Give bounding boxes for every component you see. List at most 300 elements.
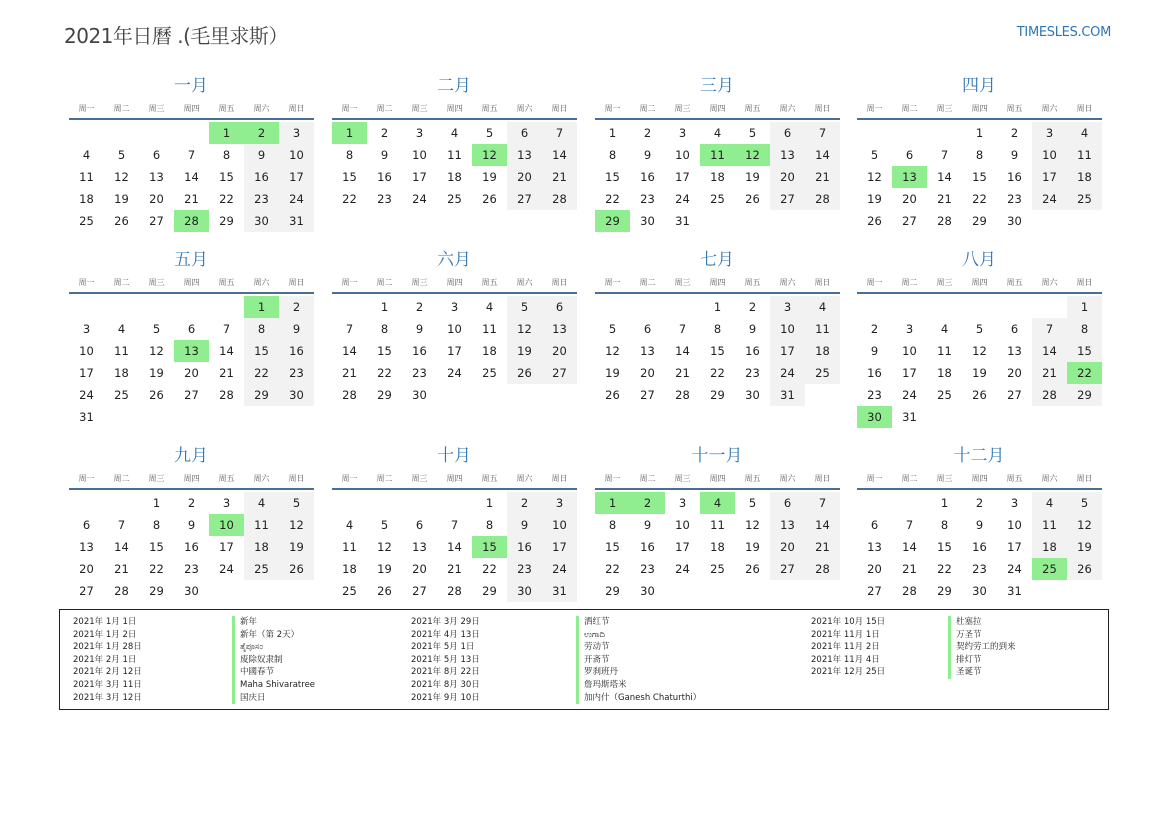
weekday-label: 周一 [78, 277, 95, 287]
day-cell: 11 [342, 540, 357, 554]
month-calendar [594, 248, 840, 406]
day-cell: 23 [412, 366, 427, 380]
weekday-label: 周六 [1041, 473, 1058, 483]
day-cell: 10 [447, 322, 462, 336]
day-cell: 29 [482, 584, 497, 598]
day-cell: 12 [867, 170, 882, 184]
day-cell: 31 [279, 210, 314, 232]
empty-cell [962, 296, 997, 318]
empty-cell [69, 296, 104, 318]
day-cell: 23 [745, 366, 760, 380]
weekday-label: 周六 [779, 277, 796, 287]
holiday-name: 新年 [232, 616, 315, 629]
holiday-names-col-2 [576, 616, 701, 704]
weekday-label: 周六 [516, 473, 533, 483]
holiday-date: 2021年 2月 12日 [73, 667, 142, 678]
day-cell: 17 [770, 340, 805, 362]
day-grid [69, 492, 314, 602]
day-cell: 11 [244, 514, 279, 536]
weekday-label: 周一 [78, 473, 95, 483]
day-cell: 20 [770, 166, 805, 188]
day-cell: 13 [640, 344, 655, 358]
day-cell: 8 [713, 322, 722, 336]
weekday-label: 周四 [446, 473, 463, 483]
day-cell: 12 [745, 518, 760, 532]
day-cell: 21 [542, 166, 577, 188]
day-cell: 15 [149, 540, 164, 554]
weekday-header [595, 468, 840, 490]
day-cell: 31 [770, 384, 805, 406]
day-grid [332, 122, 577, 210]
day-cell: 10 [79, 344, 94, 358]
day-cell: 6 [643, 322, 652, 336]
weekday-label: 周三 [411, 103, 428, 113]
day-cell: 20 [867, 562, 882, 576]
day-cell: 16 [412, 344, 427, 358]
day-cell: 24 [1007, 562, 1022, 576]
weekday-label: 周一 [341, 103, 358, 113]
day-cell: 15 [219, 170, 234, 184]
day-cell: 15 [1067, 340, 1102, 362]
weekday-header [857, 468, 1102, 490]
day-cell: 9 [748, 322, 757, 336]
holiday-day: 1 [209, 122, 244, 144]
day-cell: 27 [902, 214, 917, 228]
holiday-date: 2021年 11月 1日 [811, 629, 880, 640]
day-cell: 13 [412, 540, 427, 554]
weekday-label: 周三 [148, 277, 165, 287]
day-cell: 8 [485, 518, 494, 532]
month-calendar [594, 444, 840, 602]
holiday-names-col-3 [948, 616, 1016, 679]
weekday-label: 周四 [971, 473, 988, 483]
day-cell: 15 [937, 540, 952, 554]
weekday-label: 周五 [481, 473, 498, 483]
day-cell: 14 [902, 540, 917, 554]
day-cell: 8 [608, 148, 617, 162]
day-cell: 3 [678, 126, 687, 140]
month-calendar [331, 444, 577, 602]
month-calendar [68, 444, 314, 602]
holiday-date: 2021年 1月 1日 [73, 617, 137, 627]
empty-cell [104, 492, 139, 514]
day-cell: 18 [482, 344, 497, 358]
day-cell: 11 [482, 322, 497, 336]
weekday-label: 周五 [1006, 473, 1023, 483]
weekday-label: 周日 [551, 277, 568, 287]
weekday-label: 周二 [376, 103, 393, 113]
day-cell: 31 [675, 214, 690, 228]
day-cell: 4 [244, 492, 279, 514]
day-cell: 25 [805, 362, 840, 384]
empty-cell [857, 296, 892, 318]
weekday-header [332, 272, 577, 294]
weekday-label: 周三 [936, 103, 953, 113]
day-cell: 13 [770, 514, 805, 536]
day-grid [857, 122, 1102, 232]
day-cell: 28 [447, 584, 462, 598]
day-cell: 2 [415, 300, 424, 314]
day-cell: 4 [1032, 492, 1067, 514]
weekday-label: 周二 [639, 473, 656, 483]
day-cell: 25 [114, 388, 129, 402]
day-cell: 6 [82, 518, 91, 532]
day-cell: 27 [412, 584, 427, 598]
day-cell: 10 [675, 518, 690, 532]
day-cell: 18 [805, 340, 840, 362]
day-cell: 7 [345, 322, 354, 336]
empty-cell [630, 296, 665, 318]
day-cell: 14 [184, 170, 199, 184]
brand-link[interactable]: TIMESLES.COM [1016, 25, 1111, 40]
day-cell: 24 [219, 562, 234, 576]
day-cell: 12 [114, 170, 129, 184]
day-cell: 16 [745, 344, 760, 358]
holiday-date: 2021年 8月 30日 [411, 679, 480, 690]
day-cell: 1 [1067, 296, 1102, 318]
day-cell: 10 [1032, 144, 1067, 166]
day-cell: 31 [1007, 584, 1022, 598]
day-cell: 26 [279, 558, 314, 580]
day-cell: 9 [870, 344, 879, 358]
day-cell: 22 [605, 562, 620, 576]
day-cell: 3 [1032, 122, 1067, 144]
day-cell: 18 [79, 192, 94, 206]
day-cell: 7 [905, 518, 914, 532]
day-cell: 27 [79, 584, 94, 598]
empty-cell [332, 296, 367, 318]
day-cell: 3 [770, 296, 805, 318]
day-cell: 18 [1067, 166, 1102, 188]
weekday-label: 周六 [253, 103, 270, 113]
holiday-day: 11 [700, 144, 735, 166]
day-cell: 10 [902, 344, 917, 358]
month-name: 七月 [700, 250, 734, 270]
day-cell: 23 [279, 362, 314, 384]
day-cell: 29 [1067, 384, 1102, 406]
day-cell: 9 [1010, 148, 1019, 162]
month-calendar [856, 444, 1102, 602]
day-cell: 7 [222, 322, 231, 336]
holiday-name: Maha Shivaratree [232, 679, 315, 692]
day-cell: 9 [244, 144, 279, 166]
day-cell: 2 [1010, 126, 1019, 140]
day-grid [857, 296, 1102, 428]
day-cell: 26 [1067, 558, 1102, 580]
weekday-label: 周三 [411, 473, 428, 483]
weekday-label: 周六 [516, 103, 533, 113]
day-cell: 20 [412, 562, 427, 576]
day-cell: 27 [770, 188, 805, 210]
day-cell: 22 [972, 192, 987, 206]
day-cell: 8 [1067, 318, 1102, 340]
day-cell: 23 [972, 562, 987, 576]
day-cell: 7 [450, 518, 459, 532]
day-cell: 17 [279, 166, 314, 188]
day-cell: 3 [542, 492, 577, 514]
day-cell: 25 [937, 388, 952, 402]
empty-cell [892, 296, 927, 318]
day-cell: 25 [342, 584, 357, 598]
day-cell: 19 [114, 192, 129, 206]
day-cell: 29 [219, 214, 234, 228]
weekday-label: 周三 [936, 473, 953, 483]
holiday-day: 12 [735, 144, 770, 166]
weekday-header [857, 98, 1102, 120]
weekday-label: 周六 [779, 103, 796, 113]
holiday-name: 洒红节 [576, 616, 701, 629]
day-grid [595, 492, 840, 602]
day-cell: 26 [867, 214, 882, 228]
day-cell: 24 [542, 558, 577, 580]
day-cell: 30 [640, 584, 655, 598]
day-cell: 20 [1007, 366, 1022, 380]
day-cell: 13 [542, 318, 577, 340]
month-name: 十二月 [953, 446, 1005, 466]
weekday-label: 周一 [604, 473, 621, 483]
day-cell: 19 [482, 170, 497, 184]
day-cell: 14 [805, 514, 840, 536]
day-cell: 21 [937, 192, 952, 206]
day-cell: 22 [482, 562, 497, 576]
holiday-name: 排灯节 [948, 654, 1016, 667]
day-cell: 4 [450, 126, 459, 140]
day-cell: 18 [342, 562, 357, 576]
day-cell: 13 [770, 144, 805, 166]
day-cell: 8 [244, 318, 279, 340]
day-cell: 18 [710, 540, 725, 554]
day-cell: 25 [710, 192, 725, 206]
day-cell: 22 [605, 192, 620, 206]
day-cell: 24 [412, 192, 427, 206]
day-cell: 30 [184, 584, 199, 598]
day-cell: 15 [605, 540, 620, 554]
weekday-label: 周二 [113, 473, 130, 483]
day-cell: 18 [937, 366, 952, 380]
weekday-label: 周一 [78, 103, 95, 113]
weekday-label: 周五 [1006, 277, 1023, 287]
weekday-label: 周四 [446, 277, 463, 287]
day-cell: 3 [450, 300, 459, 314]
day-cell: 2 [643, 126, 652, 140]
day-cell: 25 [447, 192, 462, 206]
weekday-label: 周三 [674, 473, 691, 483]
day-cell: 22 [342, 192, 357, 206]
weekday-label: 周日 [1076, 103, 1093, 113]
holiday-name: ಉಗಾದಿ [576, 629, 701, 642]
day-cell: 5 [608, 322, 617, 336]
day-cell: 8 [940, 518, 949, 532]
weekday-label: 周四 [183, 473, 200, 483]
holiday-name: 万圣节 [948, 629, 1016, 642]
day-cell: 30 [640, 214, 655, 228]
day-cell: 21 [675, 366, 690, 380]
day-cell: 24 [279, 188, 314, 210]
day-grid [332, 492, 577, 602]
weekday-label: 周日 [288, 277, 305, 287]
day-grid [595, 122, 840, 232]
day-cell: 12 [605, 344, 620, 358]
day-cell: 29 [244, 384, 279, 406]
day-cell: 17 [412, 170, 427, 184]
holiday-dates-col-3 [811, 616, 885, 679]
day-cell: 29 [710, 388, 725, 402]
weekday-label: 周三 [148, 473, 165, 483]
empty-cell [209, 296, 244, 318]
day-cell: 23 [377, 192, 392, 206]
holiday-day: 28 [174, 210, 209, 232]
day-cell: 3 [415, 126, 424, 140]
weekday-label: 周四 [971, 103, 988, 113]
day-cell: 27 [542, 362, 577, 384]
day-cell: 31 [542, 580, 577, 602]
empty-cell [139, 296, 174, 318]
day-cell: 3 [222, 496, 231, 510]
day-cell: 1 [940, 496, 949, 510]
day-cell: 23 [640, 562, 655, 576]
day-cell: 26 [482, 192, 497, 206]
day-cell: 20 [770, 536, 805, 558]
day-cell: 19 [149, 366, 164, 380]
day-cell: 27 [867, 584, 882, 598]
weekday-label: 周四 [709, 473, 726, 483]
day-cell: 26 [745, 192, 760, 206]
day-cell: 17 [675, 170, 690, 184]
weekday-label: 周一 [341, 473, 358, 483]
day-cell: 6 [770, 492, 805, 514]
holiday-date: 2021年 3月 29日 [411, 617, 480, 627]
day-grid [857, 492, 1102, 602]
day-cell: 8 [608, 518, 617, 532]
weekday-label: 周日 [1076, 277, 1093, 287]
weekday-label: 周五 [481, 277, 498, 287]
empty-cell [69, 122, 104, 144]
day-cell: 14 [937, 170, 952, 184]
weekday-label: 周三 [674, 277, 691, 287]
day-cell: 20 [149, 192, 164, 206]
weekday-label: 周六 [1041, 277, 1058, 287]
holiday-day: 15 [472, 536, 507, 558]
day-cell: 28 [902, 584, 917, 598]
day-cell: 23 [184, 562, 199, 576]
day-cell: 19 [1067, 536, 1102, 558]
weekday-label: 周日 [288, 103, 305, 113]
day-cell: 3 [678, 496, 687, 510]
day-cell: 9 [507, 514, 542, 536]
weekday-label: 周二 [113, 103, 130, 113]
month-calendar [856, 74, 1102, 232]
holiday-name: 加内什（Ganesh Chaturthi） [576, 692, 701, 705]
empty-cell [367, 492, 402, 514]
weekday-header [595, 98, 840, 120]
day-cell: 29 [605, 584, 620, 598]
weekday-label: 周日 [551, 473, 568, 483]
day-cell: 21 [902, 562, 917, 576]
weekday-label: 周五 [218, 103, 235, 113]
day-cell: 30 [412, 388, 427, 402]
holiday-name: 废除奴隶制 [232, 654, 315, 667]
day-cell: 25 [1067, 188, 1102, 210]
day-cell: 21 [805, 536, 840, 558]
day-cell: 5 [748, 126, 757, 140]
day-cell: 17 [447, 344, 462, 358]
empty-cell [69, 492, 104, 514]
day-cell: 30 [244, 210, 279, 232]
day-cell: 6 [905, 148, 914, 162]
day-cell: 16 [279, 340, 314, 362]
holiday-day: 30 [857, 406, 892, 428]
weekday-label: 周三 [936, 277, 953, 287]
day-cell: 6 [870, 518, 879, 532]
day-cell: 7 [117, 518, 126, 532]
day-cell: 9 [187, 518, 196, 532]
day-cell: 23 [507, 558, 542, 580]
weekday-label: 周一 [866, 473, 883, 483]
day-cell: 12 [1067, 514, 1102, 536]
day-cell: 19 [605, 366, 620, 380]
day-cell: 24 [1032, 188, 1067, 210]
holiday-date: 2021年 4月 13日 [411, 629, 480, 640]
holiday-name: 劳动节 [576, 641, 701, 654]
weekday-label: 周五 [744, 473, 761, 483]
weekday-label: 周五 [218, 277, 235, 287]
weekday-label: 周四 [971, 277, 988, 287]
weekday-label: 周三 [674, 103, 691, 113]
day-cell: 9 [380, 148, 389, 162]
day-cell: 22 [937, 562, 952, 576]
weekday-label: 周四 [183, 277, 200, 287]
holiday-name: 圣诞节 [948, 666, 1016, 679]
month-name: 六月 [437, 250, 471, 270]
day-cell: 5 [507, 296, 542, 318]
day-cell: 16 [867, 366, 882, 380]
holiday-list [59, 609, 1109, 710]
day-cell: 19 [279, 536, 314, 558]
day-cell: 23 [1007, 192, 1022, 206]
day-cell: 2 [279, 296, 314, 318]
day-cell: 4 [805, 296, 840, 318]
empty-cell [857, 492, 892, 514]
day-cell: 21 [1032, 362, 1067, 384]
empty-cell [1032, 296, 1067, 318]
day-cell: 16 [377, 170, 392, 184]
day-cell: 7 [805, 492, 840, 514]
weekday-header [332, 98, 577, 120]
empty-cell [595, 296, 630, 318]
empty-cell [332, 492, 367, 514]
day-grid [69, 122, 314, 232]
day-cell: 30 [972, 584, 987, 598]
day-cell: 2 [380, 126, 389, 140]
day-cell: 6 [187, 322, 196, 336]
weekday-label: 周四 [709, 277, 726, 287]
day-cell: 26 [507, 362, 542, 384]
day-cell: 3 [905, 322, 914, 336]
day-cell: 20 [902, 192, 917, 206]
day-cell: 16 [1007, 170, 1022, 184]
day-cell: 13 [867, 540, 882, 554]
weekday-label: 周五 [744, 103, 761, 113]
day-cell: 9 [643, 518, 652, 532]
day-cell: 13 [507, 144, 542, 166]
day-cell: 21 [342, 366, 357, 380]
holiday-date: 2021年 5月 13日 [411, 654, 480, 665]
day-cell: 26 [114, 214, 129, 228]
day-cell: 28 [542, 188, 577, 210]
day-cell: 13 [1007, 344, 1022, 358]
holiday-date: 2021年 10月 15日 [811, 617, 886, 627]
holiday-date: 2021年 11月 2日 [811, 642, 880, 653]
